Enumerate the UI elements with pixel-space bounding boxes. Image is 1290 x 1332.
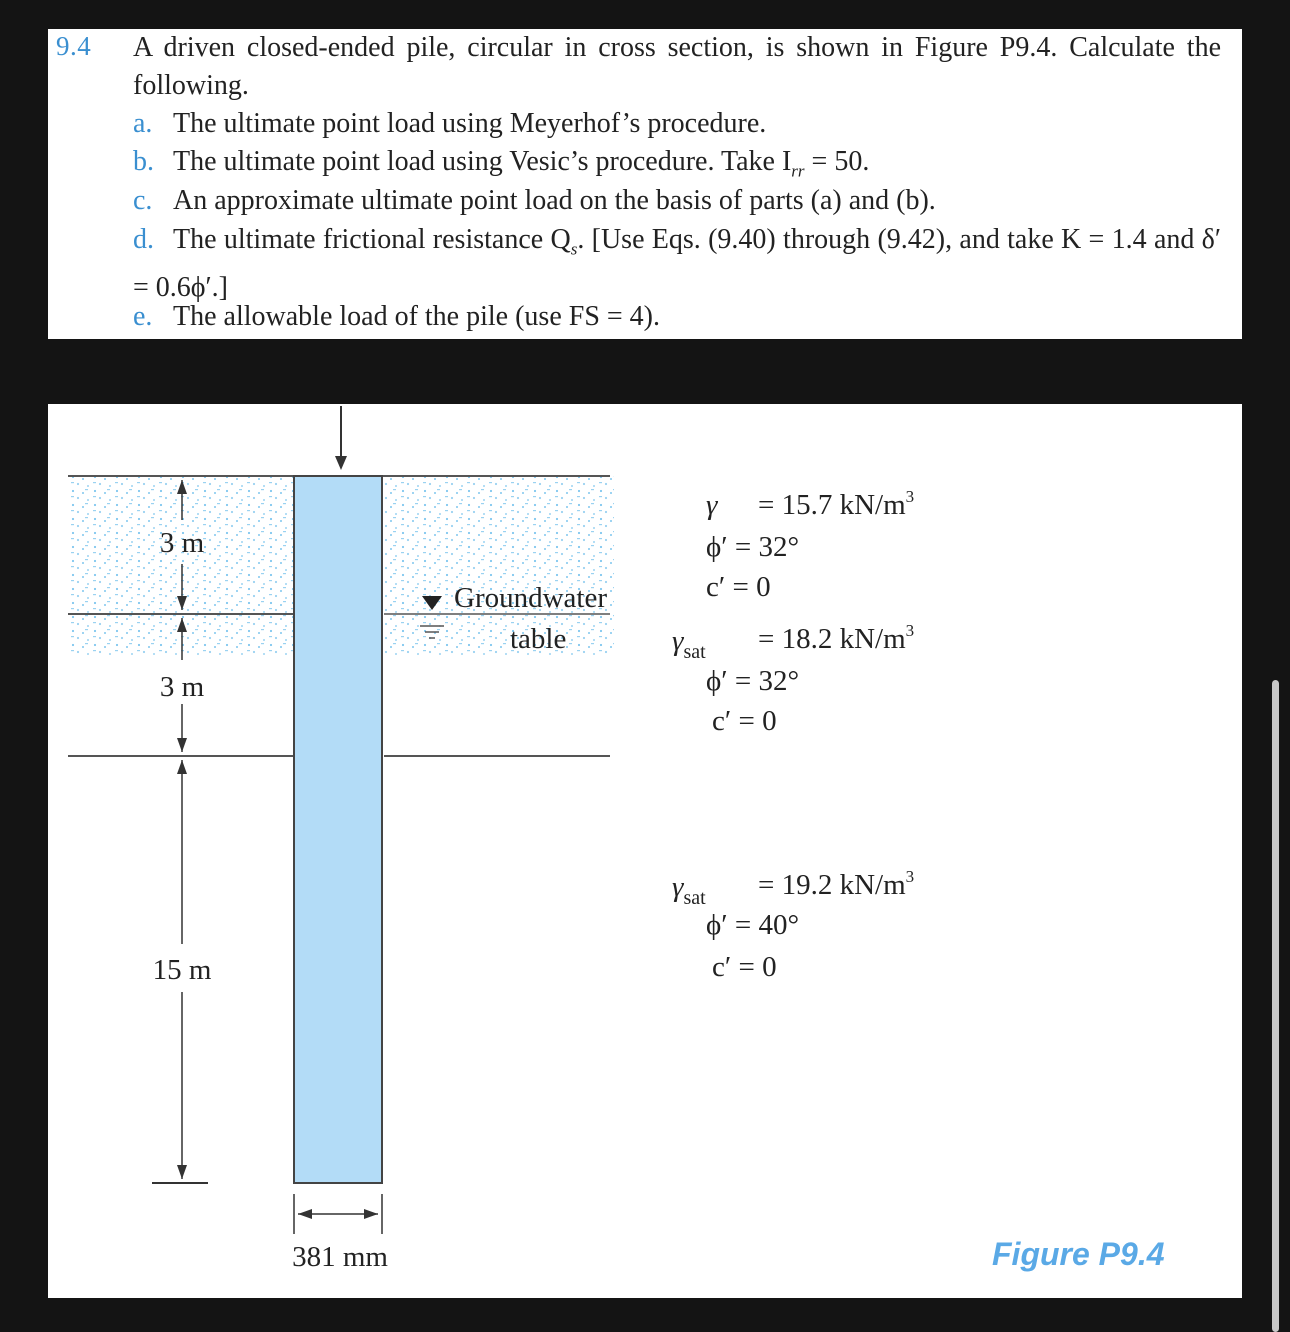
layer3-gamma-value <box>758 867 914 901</box>
item-e <box>133 298 660 336</box>
layer3-properties <box>672 867 914 983</box>
groundwater-label-line1: Groundwater <box>454 582 608 614</box>
item-e-label: e. <box>133 301 153 332</box>
item-a-label: a. <box>133 108 153 139</box>
layer1-gamma-value <box>758 487 914 521</box>
layer2-properties <box>672 621 914 737</box>
layer3-gamma-sym: γ <box>672 871 684 903</box>
diameter-dimension-line <box>294 1194 382 1234</box>
pile-diameter-label: 381 mm <box>292 1241 388 1273</box>
item-b-text: The ultimate point load using Vesic’s procedure. Take I <box>173 146 792 177</box>
item-a <box>133 105 766 143</box>
problem-statement <box>48 29 1242 339</box>
load-arrow-icon <box>335 406 347 470</box>
scrollbar[interactable] <box>1272 680 1279 1332</box>
problem-intro <box>133 29 1221 105</box>
item-b-text-after: = 50. <box>804 146 870 177</box>
layer2-c: c′ = 0 <box>712 705 777 737</box>
layer2-gamma-value <box>758 621 914 655</box>
layer1-gamma-symbol: γ <box>706 489 718 521</box>
dim-layer1-label: 3 m <box>159 527 205 559</box>
dim-layer3-label: 15 m <box>152 954 212 986</box>
item-b-sub: rr <box>791 161 805 181</box>
layer1-phi: ϕ′ = 32° <box>706 531 800 563</box>
layer2-gamma-symbol <box>672 625 706 663</box>
pile-diagram <box>48 404 1242 1298</box>
item-b-label: b. <box>133 146 154 177</box>
layer3-gamma-sub: sat <box>683 887 706 909</box>
problem-intro-text: A driven closed-ended pile, circular in cross section, is shown in Figure P9.4. Calculate the following. <box>133 32 1221 101</box>
groundwater-label-line2: table <box>510 623 567 655</box>
layer1-properties <box>706 487 914 603</box>
layer3-gamma-symbol <box>672 871 706 909</box>
pile <box>294 476 382 1183</box>
layer2-phi: ϕ′ = 32° <box>706 665 800 697</box>
problem-number: 9.4 <box>56 31 92 61</box>
layer1-gamma-text: = 15.7 kN/m <box>758 489 906 521</box>
item-c-text: An approximate ultimate point load on the basis of parts (a) and (b). <box>173 185 936 216</box>
figure-panel <box>48 404 1242 1298</box>
layer2-gamma-sub: sat <box>683 641 706 663</box>
layer2-gamma-text: = 18.2 kN/m <box>758 623 906 655</box>
item-e-text: The allowable load of the pile (use FS = 4). <box>173 301 661 332</box>
figure-title: Figure P9.4 <box>992 1236 1165 1272</box>
layer3-gamma-text: = 19.2 kN/m <box>758 869 906 901</box>
layer1-gamma-sup: 3 <box>905 487 915 506</box>
item-a-text: The ultimate point load using Meyerhof’s procedure. <box>173 108 767 139</box>
layer3-phi: ϕ′ = 40° <box>706 909 800 941</box>
item-d-sub: s <box>570 239 578 259</box>
item-c-label: c. <box>133 185 153 216</box>
item-d-text: The ultimate frictional resistance Q <box>173 224 571 255</box>
item-c <box>133 182 936 220</box>
sand-right-top <box>384 476 614 656</box>
item-d <box>133 221 1221 307</box>
layer2-gamma-sup: 3 <box>905 621 915 640</box>
layer1-c: c′ = 0 <box>706 571 771 603</box>
item-d-label: d. <box>133 224 154 255</box>
layer2-gamma-sym: γ <box>672 625 684 657</box>
layer3-c: c′ = 0 <box>712 951 777 983</box>
layer3-gamma-sup: 3 <box>905 867 915 886</box>
item-d-text-after: . [Use Eqs. (9.40) through (9.42), and take K = 1.4 and δ′ = 0.6ϕ′.] <box>133 224 1221 303</box>
dim-layer2-label: 3 m <box>159 671 205 703</box>
